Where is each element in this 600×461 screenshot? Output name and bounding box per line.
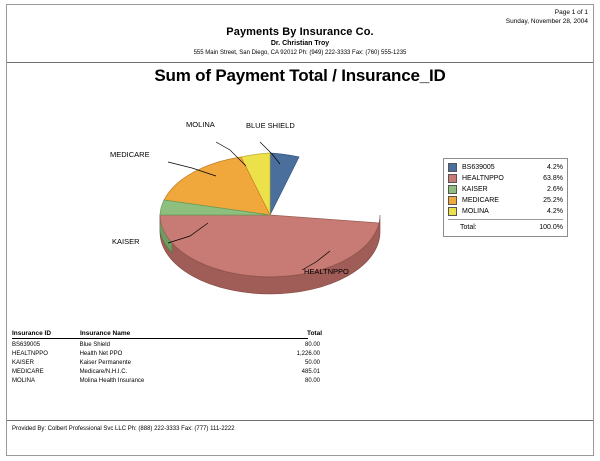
pie-chart-svg bbox=[120, 120, 420, 300]
legend-label-molina: MOLINA bbox=[462, 208, 489, 215]
cell-insurance-id: KAISER bbox=[12, 360, 35, 366]
legend-value-molina: 4.2% bbox=[547, 208, 563, 215]
legend-value-healtnppo: 63.8% bbox=[543, 175, 563, 182]
column-header-total: Total bbox=[306, 330, 322, 337]
cell-insurance-name: Health Net PPO bbox=[79, 351, 123, 357]
legend-total-row bbox=[448, 222, 563, 233]
column-header-insurance-id: Insurance ID bbox=[12, 330, 52, 337]
pie-chart bbox=[110, 120, 420, 300]
legend-item bbox=[448, 184, 563, 195]
chart-title: Sum of Payment Total / Insurance_ID bbox=[154, 66, 446, 85]
legend-value-kaiser: 2.6% bbox=[547, 186, 563, 193]
header-divider bbox=[7, 62, 593, 63]
cell-insurance-id: BS639005 bbox=[12, 342, 41, 348]
legend-item bbox=[448, 162, 563, 173]
legend-label-healtnppo: HEALTNPPO bbox=[462, 175, 504, 182]
callout-healtnppo: HEALTNPPO bbox=[304, 267, 349, 276]
legend-swatch-molina bbox=[448, 207, 457, 216]
cell-insurance-name: Medicare/N.H.I.C. bbox=[79, 369, 128, 375]
cell-insurance-id: MOLINA bbox=[12, 378, 36, 384]
pie-slice-bs639005 bbox=[270, 153, 299, 215]
page-meta bbox=[506, 8, 588, 26]
cell-total: 80.00 bbox=[304, 378, 320, 384]
legend-swatch-bs639005 bbox=[448, 163, 457, 172]
table-row bbox=[12, 368, 342, 377]
page-number: Page 1 of 1 bbox=[554, 9, 588, 16]
cell-total: 50.00 bbox=[304, 360, 320, 366]
footer-text: Provided By: Colbert Professional Svc LLC Ph: (888) 222-3333 Fax: (777) 111-2222 bbox=[12, 426, 235, 432]
cell-total: 1,226.00 bbox=[296, 351, 320, 357]
legend-label-kaiser: KAISER bbox=[462, 186, 488, 193]
legend-item bbox=[448, 206, 563, 217]
cell-total: 80.00 bbox=[304, 342, 320, 348]
callout-blue-shield: BLUE SHIELD bbox=[246, 121, 295, 130]
legend-value-bs639005: 4.2% bbox=[547, 164, 563, 171]
legend-total-value: 100.0% bbox=[539, 224, 563, 231]
table-header-row bbox=[12, 330, 342, 338]
cell-insurance-name: Molina Health Insurance bbox=[79, 378, 145, 384]
callout-kaiser: KAISER bbox=[112, 237, 140, 246]
cell-insurance-name: Kaiser Permanente bbox=[79, 360, 131, 366]
legend-label-bs639005: BS639005 bbox=[462, 164, 495, 171]
column-header-insurance-name: Insurance Name bbox=[80, 330, 131, 337]
cell-total: 485.01 bbox=[301, 369, 320, 375]
table-header-divider bbox=[12, 338, 308, 339]
legend-label-medicare: MEDICARE bbox=[462, 197, 499, 204]
legend-divider bbox=[448, 219, 563, 220]
doctor-name: Dr. Christian Troy bbox=[270, 40, 330, 47]
table-row bbox=[12, 359, 342, 368]
company-name: Payments By Insurance Co. bbox=[226, 26, 374, 38]
footer-divider bbox=[7, 420, 593, 421]
legend-swatch-healtnppo bbox=[448, 174, 457, 183]
callout-molina: MOLINA bbox=[186, 120, 215, 129]
table-row bbox=[12, 341, 342, 350]
report-date: Sunday, November 28, 2004 bbox=[505, 18, 588, 25]
legend-swatch-medicare bbox=[448, 196, 457, 205]
cell-insurance-id: MEDICARE bbox=[12, 369, 44, 375]
report-header bbox=[0, 26, 600, 56]
cell-insurance-id: HEALTNPPO bbox=[12, 351, 48, 357]
company-address: 555 Main Street, San Diego, CA 92012 Ph: (949) 222-3333 Fax: (760) 555-1235 bbox=[193, 50, 407, 56]
legend-value-medicare: 25.2% bbox=[543, 197, 563, 204]
legend-item bbox=[448, 173, 563, 184]
legend-swatch-kaiser bbox=[448, 185, 457, 194]
callout-medicare: MEDICARE bbox=[110, 150, 150, 159]
insurance-table bbox=[12, 330, 342, 386]
table-row bbox=[12, 350, 342, 359]
legend-item bbox=[448, 195, 563, 206]
chart-legend bbox=[443, 158, 568, 237]
legend-total-label: Total: bbox=[460, 224, 477, 231]
cell-insurance-name: Blue Shield bbox=[79, 342, 110, 348]
table-row bbox=[12, 377, 342, 386]
